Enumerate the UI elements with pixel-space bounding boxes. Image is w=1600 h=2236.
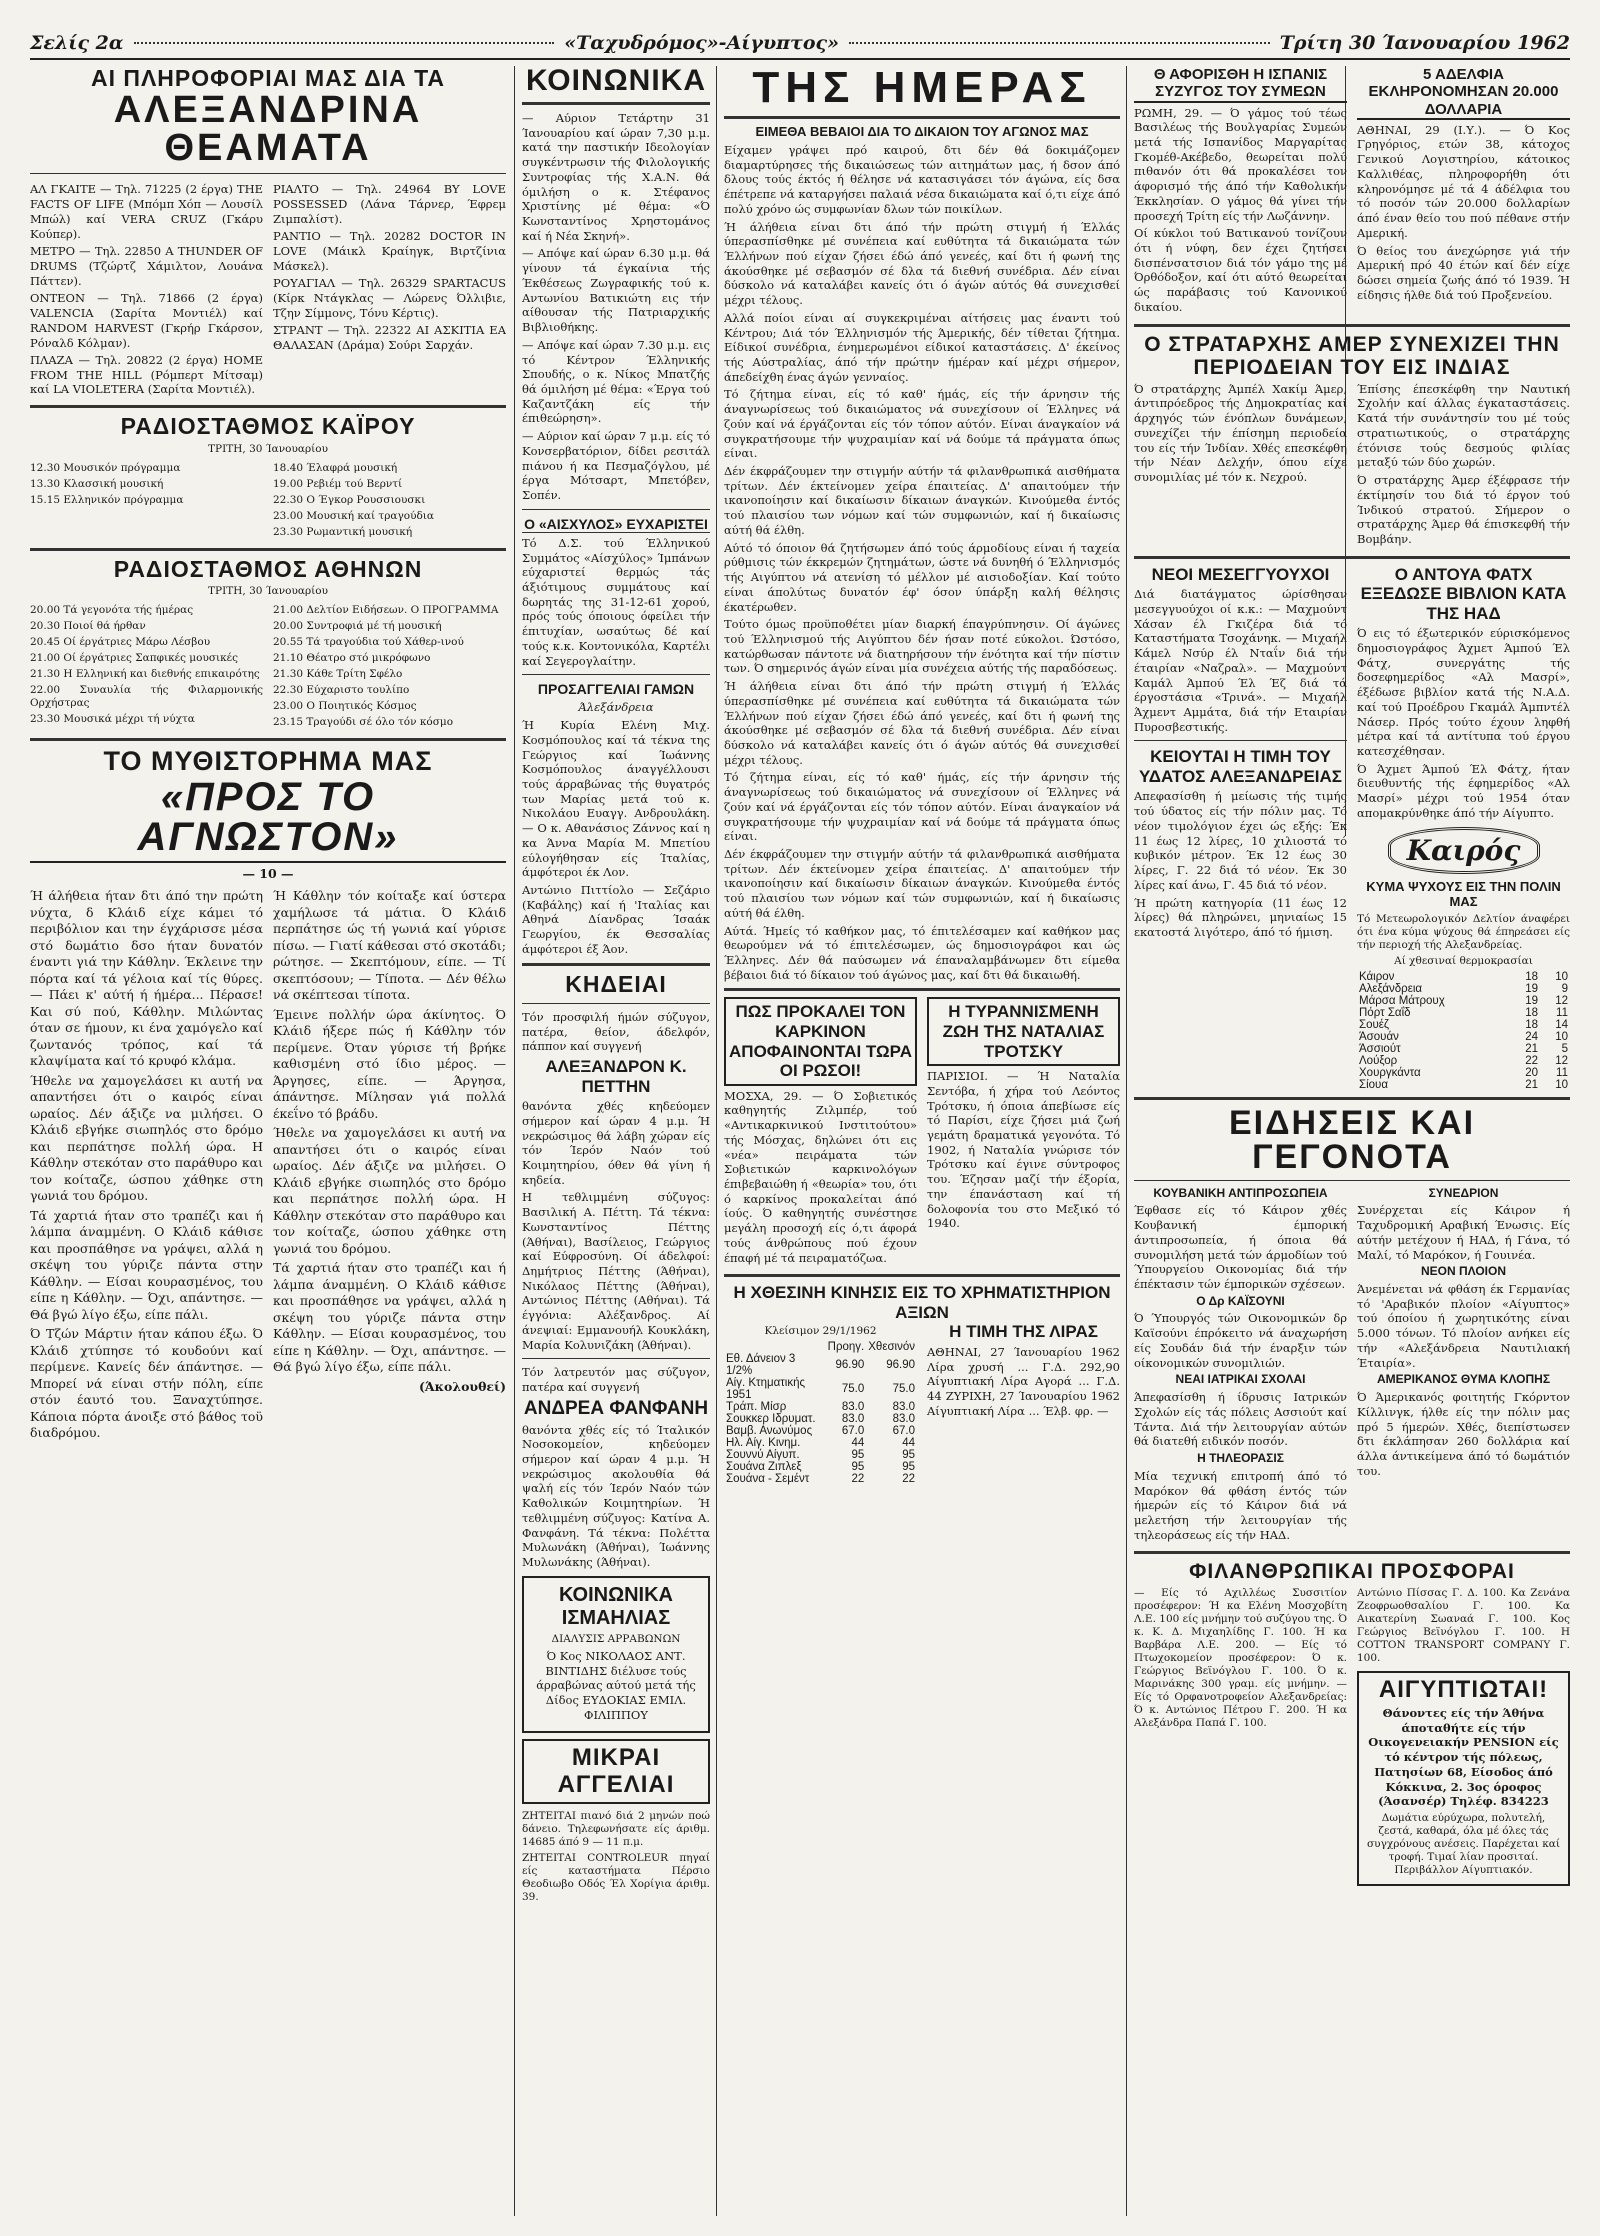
ismailia-sub: ΔΙΑΛΥΣΙΣ ΑΡΡΑΒΩΝΩΝ <box>551 1632 681 1645</box>
radio-slot: 23.15 Τραγούδι σέ όλο τόν κόσμο <box>273 716 454 729</box>
pound-text: ΑΘΗΝΑΙ, 27 Ίανουαρίου 1962 Λίρα χρυσή ... Γ.Δ. 292,90 Αίγυπτιακή Λίρα Αγορά ... Γ.Δ. 44 ΖΥΡΙΧΗ, 27 Ίανουαρίου 1962 Αίγυπτιακή Λίρα ... Έλβ. φρ. — <box>927 1344 1120 1418</box>
weather-row <box>1357 1007 1570 1019</box>
column-1 <box>30 66 506 2218</box>
small-ad: ΖΗΤΕΙΤΑΙ πιανό διά 2 μηνών ποώ δάνειο. Τηλεφωνήσατε είς άριθμ. 14685 άπό 9 — 11 π.μ. <box>522 1810 710 1849</box>
city: Λούξορ <box>1359 1054 1398 1067</box>
divider <box>522 674 710 675</box>
novel-paragraph: Ή άλήθεια ήταν δτι άπό την πρώτη νύχτα, δ Κλάιδ είχε κάμει τό περιβόλιον και την έγχάρισσε μέσα στό δωμάτιο δσο ήταν δυνατόν έναντι γιά την Κάθλην. Έκλεινε την πόρτα καί τά γέλοια καί τίς θύρες. — Πάει κ' αύτή ή ήμέρα... Πέρασε! Και σύ πού, Κάθλην. Μιλώντας όταν σε ήμουν, κι ένα χαμόγελο καί ζωντανός τρόπος, καί τά κλαψίματα καί τό κρυφό κλάμα. <box>30 888 263 1069</box>
small-ads-box <box>522 1739 710 1804</box>
news-item-text: Έφθασε είς τό Κάιρον χθές Κουβανική έμπορική άντιπροσωπεία, ή όποια θά συνομιλήση μετά τών άρμοδίων τού Ύπουργείου Οικονομίας διά τήν έπέκτασιν τών έμπορικών σχέσεων. <box>1134 1203 1347 1291</box>
funeral-name: ΑΛΕΞΑΝΔΡΟΝ Κ. ΠΕΤΤΗΝ <box>545 1057 687 1096</box>
temp-min: 12 <box>1555 1054 1568 1067</box>
temp-min: 14 <box>1555 1018 1568 1031</box>
social-item: — Απόψε καί ώραν 6.30 μ.μ. θά γίνουν τά έγκαίνια τής Έκθέσεως Ζωγραφικής τού κ. Αντωνίου Βατικιώτη εις τήν αίθουσαν τής Πατριαρχικής Βιβλιοθήκης. <box>522 246 710 335</box>
trotsky-heading: Η ΤΥΡΑΝΝΙΣΜΕΝΗ ΖΩΗ ΤΗΣ ΝΑΤΑΛΙΑΣ ΤΡΟΤΣΚΥ <box>927 997 1120 1066</box>
stock-name: Αίγ. Κτηματικής 1951 <box>726 1377 806 1402</box>
stock-close: 22 <box>902 1473 915 1486</box>
novel-paragraph: Τά χαρτιά ήταν στο τραπέζι και ή λάμπα άναμμένη. Ο Κλάιδ κάθισε και προσπάθησε να γράψει, αλλά η σκέψη του γύριζε πάντα στην Κάθλην. — Είσαι κουρασμένος, του είπε η Κάθλην. — Όχι, απάντησε. — Θά βγώ λίγο έξω, είπε πάλι. <box>30 1207 263 1322</box>
news-items <box>1134 1187 1570 1546</box>
news-heading: ΕΙΔΗΣΕΙΣ ΚΑΙ ΓΕΓΟΝΟΤΑ <box>1228 1103 1476 1176</box>
novel-paragraph: Ήθελε να χαμογελάσει κι αυτή να απαντήσει ότι ο καιρός είναι ωραίος. Δέν άξιζε να μιλήσει. Ο Κλάιδ εβγήκε σιωπηλός στο δρόμο και περπάτησε πολλή ώρα. Η Κάθλην στεκόταν στο παράθυρο και τον κοίταζε, ώσπου χάθηκε στη γωνιά του δρόμου. <box>273 1125 506 1256</box>
social-item: — Αύριον Τετάρτην 31 Ίανουαρίου καί ώραν 7,30 μ.μ. κατά την παστικήν Ιδεολογίαν συγκέντρωσιν τής Φιλολογικής Συντροφίας τής Χ.Α.Ν. θά όμιλήση ο κ. Στέφανος Χριστίνης μέ θέμα: «Ό Κωνσταντίνος Χρηστομάνος καί ή Νέα Σκηνή». <box>522 111 710 243</box>
news-item-heading: Η ΤΗΛΕΟΡΑΣΙΣ <box>1197 1451 1284 1466</box>
engagement-text: Αντώνιο Πιττίολο — Σεζάριο (Καβάλης) καί ή 'Ιταλίας και Αθηνά Δίανδρας Ίσαάκ Γεωργίου, έκ Θεσσαλίας άμφότεροι έξ Άον. <box>522 882 710 956</box>
stock-date: Κλείσιμον 29/1/1962 <box>764 1325 877 1338</box>
divider <box>724 116 1120 119</box>
news-item-text: Ό Άμερικανός φοιτητής Γκόρντον Κίλλινγκ, ήλθε είς την πόλιν μας πρό 5 ήμερών. Χθές, διεπίστωσεν δτι έκλάπησαν 260 δολλάρια καί άλλα άντικείμενα άπό τό δωμάτιόν του. <box>1357 1390 1570 1478</box>
radio-slot: 21.30 Κάθε Τρίτη Σφέλο <box>273 668 403 681</box>
news-item-heading: Ο Δρ ΚΑΪΣΟΥΝΙ <box>1196 1293 1285 1308</box>
stock-name: Τράπ. Μίσρ <box>726 1401 787 1414</box>
city: Σίουα <box>1359 1078 1388 1091</box>
radio-cairo-heading: ΡΑΔΙΟΣΤΑΘΜΟΣ ΚΑΪΡΟΥ <box>120 413 416 440</box>
radio-slot: 12.30 Μουσικόν πρόγραμμα <box>30 461 181 474</box>
page-number: Σελίς 2α <box>30 32 124 54</box>
novel-body <box>30 885 506 1445</box>
radio-athens-heading: ΡΑΔΙΟΣΤΑΘΜΟΣ ΑΘΗΝΩΝ <box>113 555 423 582</box>
trotsky-text: ΠΑΡΙΣΙΟΙ. — Ή Ναταλία Σεντόβα, ή χήρα τού Λεόντος Τρότσκυ, ή όποια άπεβίωσε είς τό Παρίσι, είχε ζήσει μιά ζωή γεμάτη δραματικά γεγονότα. Τό 1902, ή Ναταλία γνώρισε τόν Τρότσκυ καί έγινε σύντροφος του. Έζησαν μαζί τήν έξορία, την έπανάσταση καί τή δολοφονία του στο Μεξικό τό 1940. <box>927 1069 1120 1231</box>
water-text: Ή πρώτη κατηγορία (11 έως 12 λίρες) θά πληρώνει, μηνιαίως 15 εκατοστά λιγότερο, άπό τό ήμιση. <box>1134 895 1347 939</box>
stock-prev: 75.0 <box>841 1383 865 1396</box>
radio-slot: 21.00 Οί έργάτριες Σαπφικές μουσικές <box>30 652 238 665</box>
news-item-heading: ΝΕΑΙ ΙΑΤΡΙΚΑΙ ΣΧΟΛΑΙ <box>1175 1372 1306 1387</box>
radio-cairo-date: ΤΡΙΤΗ, 30 Ίανουαρίου <box>208 442 328 455</box>
masthead-rule <box>134 42 555 44</box>
stock-name: Ηλ. Αίγ. Κινημ. <box>726 1437 801 1450</box>
aischylos-text: Τό Δ.Σ. τού Έλληνικού Συμμάτος «Αίσχύλος» Ίμπάνων εύχαριστεί θερμώς τάς άξιότιμους συμμάτους καί δωρητάς της 31-12-61 χορού, πρός τούς όποιους όφείλει τήν έπιτυχίαν, ωσαύτως δέ καί τούς κ.κ. Κοντονικόλα, Καρτέλι καί Σεγερογλαίτην. <box>522 535 710 668</box>
sequestrators-heading: ΝΕΟΙ ΜΕΣΕΓΓΥΟΥΧΟΙ <box>1151 564 1330 584</box>
editorial-paragraph: Δέν έκφράζουμεν την στιγμήν αύτήν τά φιλανθρωπικά αισθήματα τρίτων. Δέν έκτείνομεν χείρα έπαιτείας. Δ' απαιτούμεν τήν ικανοποίησιν καί δικαίωσιν δίκαιων άναγκών. Κινούμεθα έντός τού πλαισίου των νόμων καί τών συμφωνιών, καί ή δικαίωσις αύτή θά έλθη. <box>724 847 1120 920</box>
radio-slot: 20.00 Τά γεγονότα τής ήμέρας <box>30 604 194 617</box>
news-item-text: Άνεμένεται νά φθάση έκ Γερμανίας τό 'Αραβικόν πλοίον «Αίγυπτος» τού όποίου ή χωρητικότης είναι 5.000 τόνων. Τό πλοίον ανήκει είς τήν «Αλεξάνδρεια Ναυτιλιακή Έταιρία». <box>1357 1282 1570 1370</box>
temp-max: 19 <box>1525 994 1538 1007</box>
cancer-text: ΜΟΣΧΑ, 29. — Ό Σοβιετικός καθηγητής Ζιλμπέρ, τού «Αντικαρκινικού Ινστιτούτου» τής Μόσχας, δηλώνει ότι εις «νέα» πειράματα τών Σοβιετικών καρκινολόγων έπιβεβαιώθη ή «θεωρία» του, ότι ό καρκίνος προκαλείται άπό ίούς. Ό καθηγητής συνέστησε μεγάλη προσοχή είς ό,τι άφορά τούς άνθρώπους πού έχουν έπαφή μέ τά πειραματόζωα. <box>724 1088 917 1265</box>
divider <box>30 738 506 741</box>
pension-ad <box>1357 1671 1570 1887</box>
editorial-paragraph: Ή άλήθεια είναι δτι άπό τήν πρώτη στιγμή ή Έλλάς ύπερασπίσθηκε μέ συνέπεια καί ευθύτητα τά δικαιώματα τών Έλλήνων πού είχαν ζήσει έδώ άπό γενεές, καί δτι ή φωνή της άκούσθηκε μέ σεβασμόν σέ δλα τά διεθνή συνέδρια. Δέν είναι δύσκολο νά καταλάβει κανείς ότι ό άγών αύτός θά συνεχισθεί μέχρι τέλους. <box>724 679 1120 767</box>
editorial-subheading: ΕΙΜΕΘΑ ΒΕΒΑΙΟΙ ΔΙΑ ΤΟ ΔΙΚΑΙΟΝ ΤΟΥ ΑΓΩΝΟΣ ΜΑΣ <box>755 124 1089 139</box>
social-item: — Απόψε καί ώραν 7.30 μ.μ. εις τό Κέντρον Έλληνικής Σπουδής, ο κ. Νίκος Μπατζής θά όμιλήση μέ θέμα: «Έργα τού Καζαντζάκη είς τήν έπιθεώρηση». <box>522 337 710 426</box>
temp-min: 10 <box>1555 1030 1568 1043</box>
charity-text: — Είς τό Αχιλλέως Συσσιτίον προσέφερον: Ή κα Ελένη Μοσχοβίτη Λ.Ε. 100 είς μνήμην τού συζύγου της. Ό κ. Κ. Δ. Μιχαηλίδης Γ. 100. Ή κα Βαρβάρα Λ.Ε. 200. — Είς τό Πτωχοκομείον προσέφερον: Ό κ. Γεώργιος Βεϊνόγλου Γ. 100. Ό κ. Μαρινάκης 300 γραμ. είς μνήμην. — Είς τό Ορφανοτροφείον Αλεξανδρείας: Ό κ. Αντώνιος Πέτρου Γ. 200. Ή κα Αλεξάνδρα Παπά Γ. 100. <box>1134 1586 1347 1729</box>
temp-max: 18 <box>1525 1018 1538 1031</box>
divider <box>522 509 710 510</box>
weather-text: Τό Μετεωρολογικόν Δελτίον άναφέρει ότι ένα κύμα ψύχους θά έπηρεάσει είς τήν περιοχή τής Αλεξανδρείας. <box>1357 912 1570 951</box>
stock-prev: 83.0 <box>841 1413 865 1426</box>
inheritance-text: ΑΘΗΝΑΙ, 29 (Ι.Υ.). — Ό Κος Γρηγόριος, ετών 38, κάτοχος Γενικού Λογιστηρίου, κάτοικος Καλλιθέας, πληροφορήθη ότι κληρονόμησε μέ τά 4 άδέλφια του τό ποσόν τών 20.000 δολλαρίων άπό έναν θείο του πού πέθανε στήν Αμερική. <box>1357 122 1570 240</box>
temp-min: 11 <box>1556 1066 1568 1079</box>
cinema-listing: ΑΛ ΓΚΑΙΤΕ — Τηλ. 71225 (2 έργα) THE FACTS OF LIFE (Μπόμπ Χόπ — Λουσίλ Μπώλ) καί VERA CRUZ (Γκάρυ Κούπερ). <box>30 182 263 242</box>
weather-row <box>1357 1055 1570 1067</box>
divider <box>1134 324 1570 327</box>
divider <box>522 963 710 966</box>
middle-briefs <box>1134 565 1570 1091</box>
divider <box>1134 556 1570 559</box>
city: Πόρτ Σαΐδ <box>1359 1006 1411 1019</box>
temp-min: 10 <box>1555 970 1568 983</box>
radio-slot: 20.45 Οί έργάτριες Μάρω Λέσβου <box>30 636 211 649</box>
news-item-heading: ΑΜΕΡΙΚΑΝΟΣ ΘΥΜΑ ΚΛΟΠΗΣ <box>1376 1372 1551 1387</box>
stock-close: 83.0 <box>892 1413 915 1426</box>
radio-slot: 23.30 Ρωμαντική μουσική <box>273 525 413 538</box>
novel-paragraph: Ή Κάθλην τόν κοίταξε καί ύστερα χαμήλωσε τά μάτια. Ό Κλάιδ περπάτησε ώς τή γωνιά καί γύρισε πίσω. — Γιατί κάθεσαι στό σκοτάδι; ρώτησε. — Σκεπτόμουν, είπε. — Τί σκεπτόσουν; — Τίποτα. — Δέν θέλω νά σκέπτεσαι τίποτα. <box>273 888 506 1003</box>
news-item-heading: ΣΥΝΕΔΡΙΟΝ <box>1428 1185 1499 1200</box>
novel-chapter: — 10 — <box>242 865 294 881</box>
editorial-paragraph: Ή άλήθεια είναι δτι άπό τήν πρώτη στιγμή ή Έλλάς ύπερασπίσθηκε μέ συνέπεια καί ευθύτητα τά δικαιώματα τών Έλλήνων πού είχαν ζήσει έδώ άπό γενεές, καί δτι ή φωνή της άκούσθηκε μέ σεβασμόν σέ δλα τά διεθνή συνέδρια. Δέν είναι δύσκολο νά καταλάβει κανείς ότι ό άγών αύτός θά συνεχισθεί μέχρι τέλους. <box>724 219 1120 308</box>
stock-prev: 95 <box>851 1449 865 1462</box>
cinema-heading-top: ΑΙ ΠΛΗΡΟΦΟΡΙΑΙ ΜΑΣ ΔΙΑ ΤΑ <box>90 66 446 91</box>
india-article <box>1134 379 1570 550</box>
simeon-heading: Θ ΑΦΟΡΙΣΘΗ Η ΙΣΠΑΝΙΣ ΣΥΖΥΓΟΣ ΤΟΥ ΣΥΜΕΩΝ <box>1134 66 1347 103</box>
pound-heading: Η ΤΙΜΗ ΤΗΣ ΛΙΡΑΣ <box>949 1322 1098 1342</box>
column-3 <box>724 66 1120 2218</box>
news-item-text: Μία τεχνική επιτροπή άπό τό Μαρόκον θά φθάση έντός τών ήμερών είς τό Κάιρον διά νά μελετήση τήν λειτουργίαν τής τηλεοράσεως είς τήν ΗΑΔ. <box>1134 1468 1347 1542</box>
temp-min: 10 <box>1555 1078 1568 1091</box>
temp-max: 22 <box>1525 1054 1538 1067</box>
city: Άσσιούτ <box>1359 1042 1401 1055</box>
radio-slot: 23.00 Ο Ποιητικός Κόσμος <box>273 700 417 713</box>
temp-min: 12 <box>1555 994 1568 1007</box>
city: Αλεξάνδρεια <box>1359 982 1423 995</box>
stock-and-pound <box>724 1322 1120 1485</box>
stock-heading: Η ΧΘΕΣΙΝΗ ΚΙΝΗΣΙΣ ΕΙΣ ΤΟ ΧΡΗΜΑΤΙΣΤΗΡΙΟΝ ΑΞΙΩΝ <box>733 1283 1111 1322</box>
stock-row <box>724 1425 917 1437</box>
small-ad: ΖΗΤΕΙΤΑΙ CONTROLEUR πηγαί είς καταστήματα Πέρσιο Θεοδιωβο Οδός Έλ Χορίγια άριθμ. 39. <box>522 1852 710 1904</box>
weather-row <box>1357 1079 1570 1091</box>
radio-slot: 21.10 Θέατρο στό μικρόφωνο <box>273 652 431 665</box>
weather-row <box>1357 1019 1570 1031</box>
water-heading: ΚΕΙΟΥΤΑΙ Η ΤΙΜΗ ΤΟΥ ΥΔΑΤΟΣ ΑΛΕΞΑΝΔΡΕΙΑΣ <box>1138 747 1343 786</box>
stock-close: 75.0 <box>892 1383 915 1396</box>
temp-max: 18 <box>1525 970 1538 983</box>
divider <box>522 1003 710 1004</box>
editorial-paragraph: Τό ζήτημα είναι, είς τό καθ' ήμάς, είς τήν άρνησιν τής άναγνωρίσεως τού δικαιώματος νά συνεχίσουν οί Έλληνες νά ζούν καί νά έργάζονται είς τόν τόπον αύτόν. Είναι άναγκαίον νά συγκρατήσουμε τήν ψυχραιμίαν καί νά δούμε τά πράγματα όπως είναι. <box>724 387 1120 461</box>
top-briefs <box>1134 66 1570 318</box>
stock-close: 83.0 <box>892 1401 915 1414</box>
stock-name: Σουάνα - Σεμέντ <box>726 1473 810 1486</box>
stock-row <box>724 1461 917 1473</box>
funeral-name: ΑΝΔΡΕΑ ΦΑΝΦΑΝΗ <box>523 1397 709 1419</box>
editorial-paragraph: Τό ζήτημα είναι, είς τό καθ' ήμάς, είς τήν άρνησιν τής άναγνωρίσεως τού δικαιώματος νά συνεχίσουν οί Έλληνες νά ζούν καί νά έργάζονται είς τόν τόπον αύτόν. Είναι άναγκαίον νά συγκρατήσουμε τήν ψυχραιμίαν καί νά δούμε τά πράγματα όπως είναι. <box>724 770 1120 844</box>
temp-min: 11 <box>1556 1006 1568 1019</box>
divider <box>522 102 710 105</box>
bottom-articles <box>724 997 1120 1268</box>
issue-date: Τρίτη 30 Ίανουαρίου 1962 <box>1279 32 1570 54</box>
editorial-paragraph: Είχαμεν γράψει πρό καιρού, δτι δέν θά δοκιμάζομεν διαμαρτύρησες τής δικαιώσεως τών αιτημάτων μας, ή δσον άπό δλους τούς έκτός ή θέλησε νά κατασιγάσει τόν άγώνα, είς δσα έπέτρεπε νά καταργήσει παλαιά νέσα δικαιώματα καί ό,τι είχε άπό πολύ χρόνο ώς συμφωνίαν δλων τών ποικίλων. <box>724 142 1120 216</box>
stock-close: 67.0 <box>892 1425 915 1438</box>
social-heading: ΚΟΙΝΩΝΙΚΑ <box>525 66 706 97</box>
divider <box>724 988 1120 991</box>
radio-slot: 18.40 Έλαφρά μουσική <box>273 461 398 474</box>
masthead-rule <box>849 42 1270 44</box>
funeral-text: θανόντα χθές κηδεύομεν σήμερον καί ώραν 4 μ.μ. Ή νεκρώσιμος θά λάβη χώραν είς τόν Ίερόν Ναόν τού Κοιμητηρίου, όθεν θά γίνη ή κηδεία. <box>522 1099 710 1187</box>
india-text: Ό στρατάρχης Άμερ έξέφρασε τήν έκτίμησίν του διά τό έργον τού Ίνδικού στρατού. Σήμερον ο στρατάρχης Άμερ θά έπισκεφθή τήν Βομβάην. <box>1357 473 1570 546</box>
city: Μάρσα Μάτρουχ <box>1359 994 1445 1007</box>
divider <box>1134 740 1347 741</box>
stock-prev: 22 <box>851 1473 865 1486</box>
novel-section-heading: ΤΟ ΜΥΘΙΣΤΟΡΗΜΑ ΜΑΣ <box>103 746 433 777</box>
city: Άσουάν <box>1359 1030 1399 1043</box>
temp-min: 5 <box>1561 1042 1568 1055</box>
engagement-city: Άλεξάνδρεια <box>578 700 654 715</box>
inheritance-text: Ό θείος του άνεχώρησε γιά τήν Αμερική πρό 40 έτών καί δέν είχε δώσει σημεία ζωής άπό τό 1939. Ή είδησις ήλθε διά τού Προξενείου. <box>1357 243 1570 302</box>
editorial-paragraph: Τούτο όμως προϋποθέτει μίαν διαρκή έπαγρύπνησιν. Οί άγώνες τού Έλληνισμού τής Αιγύπτου δέν ήσαν ποτέ εύκολοι. Ώστόσο, κατώρθωσαν πάντοτε νά διατηρήσουν τήν ένότητα καί τήν πίστιν των. Ό σημερινός άγών είναι μία συνέχεια αύτής τής παραδόσεως. <box>724 617 1120 676</box>
cinema-listing: ΡΙΑΛΤΟ — Τηλ. 24964 BY LOVE POSSESSED (Λάνα Τάρνερ, Έφρεμ Ζιμπαλίστ). <box>273 182 506 227</box>
temp-max: 21 <box>1525 1042 1538 1055</box>
stock-prev: 44 <box>851 1437 865 1450</box>
city: Χουργκάντα <box>1359 1066 1421 1079</box>
social-item: — Αύριον καί ώραν 7 μ.μ. είς τό Κονσερβατόριον, δίδει ρεσιτάλ πιάνου ή κα Πεσμαζόγλου, μέ έργα Μότσαρτ, Μπετόβεν, Σοπέν. <box>522 429 710 502</box>
stock-row <box>724 1353 917 1377</box>
radio-slot: 22.30 Εύχαριστο τουλίπο <box>273 684 410 697</box>
cinema-listing: ΠΛΑΖΑ — Τηλ. 20822 (2 έργα) HOME FROM THE HILL (Ρόμπερτ Μίτσαμ) καί LA VIOLETERA (Σαρίτα Μοντιέλ). <box>30 352 263 397</box>
weather-logo: Καιρός <box>1388 827 1540 874</box>
engagement-text: Ή Κυρία Ελένη Μιχ. Κοσμόπουλος καί τά τέκνα της Γεώργιος καί Ίωάννης Κοσμόπουλος άναγγέλλουσι τούς άρραβώνας τής θυγατρός των Μαρίας μετά τού κ. Νικολάου Ευαγγ. Ανδρουλάκη. — Ο κ. Αθανάσιος Ζάννος καί η κα Άννα Μαρία Μ. Μπετίου εύλογήθησαν είς Ίταλίας, άμφότεροι έκ Λον. <box>522 718 710 880</box>
weather-table <box>1357 971 1570 1091</box>
masthead <box>30 28 1570 60</box>
temp-max: 20 <box>1525 1066 1538 1079</box>
india-heading: Ο ΣΤΡΑΤΑΡΧΗΣ ΑΜΕΡ ΣΥΝΕΧΙΖΕΙ ΤΗΝ ΠΕΡΙΟΔΕΙΑΝ ΤΟΥ ΕΙΣ ΙΝΔΙΑΣ <box>1144 332 1560 379</box>
temp-min: 9 <box>1561 982 1568 995</box>
charity-text: Αντώνιο Πίσσας Γ. Δ. 100. Κα Ζενάνα Ζεοφρωοθσαλίου Γ. 100. Κα Αικατερίνη Σωαναά Γ. 100. Κος Γεώργιος Βεϊνόγλου Γ. 100. Η COTTON TRANSPORT COMPANY Γ. 100. <box>1357 1586 1570 1664</box>
novel-paragraph: Έμεινε πολλήν ώρα άκίνητος. Ό Κλάιδ ήξερε πώς ή Κάθλην τόν περίμενε. Όταν γύρισε τή βρήκε καθισμένη στό ίδιο μέρος. — Άργησες, είπε. — Άργησα, άπάντησε. Μίλησαν γιά πολλά έκεΐνο τό βράδυ. <box>273 1006 506 1121</box>
stock-col-header: Προηγ. <box>827 1341 865 1354</box>
radio-slot: 22.00 Συναυλία τής Φιλαρμονικής Ορχήστρας <box>30 684 263 710</box>
stock-name: Σουννύ Αίγυπ. <box>726 1449 800 1462</box>
stock-row <box>724 1377 917 1401</box>
divider <box>724 1274 1120 1277</box>
simeon-text: Οί κύκλοι τού Βατικανού τονίζουν ότι ή νύφη, δεν έχει ζητήσει δισπένσατσιον διά τόν γάμο της μέ Όρθόδοξον, καί ότι αύτό θεωρείται ώς παράβασις τού Κανονικού δικαίου. <box>1134 226 1347 314</box>
cinema-heading: ΑΛΕΞΑΝΔΡΙΝΑ ΘΕΑΜΑΤΑ <box>113 89 423 170</box>
cinema-listing: ΡΑΝΤΙΟ — Τηλ. 20282 DOCTOR IN LOVE (Μάικλ Κραίηγκ, Βιρτζίνια Μάσκελ). <box>273 229 506 273</box>
cinema-listing: ΡΟΥΑΓΙΑΛ — Τηλ. 26329 SPARTACUS (Κίρκ Ντάγκλας — Λώρενς Όλλιβιε, Τζην Σίμμονς, Τόνυ Κέρτις). <box>273 275 506 320</box>
divider <box>30 405 506 408</box>
cinema-listings <box>30 180 506 399</box>
stock-prev: 67.0 <box>841 1425 865 1438</box>
funeral-family: Η τεθλιμμένη σύζυγος: Βασιλική Α. Πέττη. Τά τέκνα: Κωνσταντίνος Πέττης (Άθήναι), Βασίλειος, Γεώργιος καί Εύφροσύνη. Οί άδελφοί: Δημήτριος Πέττης (Άθήναι), Νικόλαος Πέττης (Άθήναι), Αντώνιος Πέττης (Αθήναι). Τά έγγόνια: Αλέξανδρος. Αί άνεψιαί: Εμμανουήλ Κουκλάκη, Μαρία Κολυνιζάκη (Άθήναι). <box>522 1190 710 1352</box>
weather-row <box>1357 1043 1570 1055</box>
city: Σουέζ <box>1359 1018 1389 1031</box>
pension-ad-text: Δωμάτια εύρύχωρα, πολυτελή, ζεστά, καθαρά, όλα μέ όλες τάς συγχρόνους ανέσεις. Παρέχεται καί τροφή. Τιμαί λίαν προσιταί. Περιβάλλον Αίγυπτιακόν. <box>1367 1812 1560 1877</box>
novel-title: «ΠΡΟΣ ΤΟ ΑΓΝΩΣΤΟΝ» <box>30 777 506 863</box>
radio-slot: 23.30 Μουσικά μέχρι τή νύχτα <box>30 713 195 726</box>
inheritance-heading: 5 ΑΔΕΛΦΙΑ ΕΚΛΗΡΟΝΟΜΗΣΑΝ 20.000 ΔΟΛΛΑΡΙΑ <box>1357 66 1570 120</box>
column-4 <box>1134 66 1570 2218</box>
stock-row <box>724 1437 917 1449</box>
engagement-heading: ΠΡΟΣΑΓΓΕΛΙΑΙ ΓΑΜΩΝ <box>537 681 695 698</box>
book-text: Ό Άχμετ Άμπού Έλ Φάτχ, ήταν διευθυντής τής έφημερίδος «Αλ Μασρί» μέχρι τού 1954 όταν απομακρύνθηκε άπό τήν Αίγυπτο. <box>1357 761 1570 820</box>
funeral-intro: Τόν προσφιλή ήμών σύζυγον, πατέρα, θείον, άδελφόν, πάππον καί συγγενή <box>522 1009 710 1054</box>
funeral-intro: Τόν λατρευτόν μας σύζυγον, πατέρα καί συγγενή <box>522 1365 710 1395</box>
sequestrators-text: Διά διατάγματος ώρίσθησαν μεσεγγυούχοι οί κ.κ.: — Μαχμούντ Χάσαν έλ Γκιζέρα διά τό Καταστήματα Τσοχάνηκ. — Μιχαήλ Κάμελ Νσύρ έλ Νταΐν διά τήν έταιρίαν «Ναζραλ». — Μαχμούντ Καμάλ Άμπού Έλ Έζ διά τά έργοστάσια «Τρινά». — Μιχαήλ Άχμεντ Αμμάτα, διά τήν Εταιρίαν Πυροσβεστικής. <box>1134 587 1347 734</box>
stock-name: Βαμβ. Ανωνύμος <box>726 1425 813 1438</box>
radio-slot: 19.00 Ρεβιέμ τού Βερντί <box>273 477 403 490</box>
book-heading: Ο ΑΝΤΟΥΑ ΦΑΤΧ ΕΞΕΔΩΣΕ ΒΙΒΛΙΟΝ ΚΑΤΑ ΤΗΣ ΗΑΔ <box>1360 564 1567 623</box>
news-item-heading: ΚΟΥΒΑΝΙΚΗ ΑΝΤΙΠΡΟΣΩΠΕΙΑ <box>1153 1185 1328 1200</box>
cinema-listing: ΣΤΡΑΝΤ — Τηλ. 22322 ΑΙ ΑΣΚΙΤΙΑ ΕΑ ΘΑΛΑΣΑΝ (Δράμα) Σούρι Σαρχάν. <box>273 322 506 352</box>
funeral-text: θανόντα χθές είς τό Ίταλικόν Νοσοκομείον, κηδεύομεν σήμερον καί ώραν 4 μ.μ. Ή νεκρώσιμος ακολουθία θά ψαλή είς τόν Ίερόν Ναόν τών Καθολικών Κοιμητηρίων. Ή τεθλιμμένη σύζυγος: Κατίνα Α. Φανφάνη. Τά τέκνα: Πολέττα Μυλωνάκη (Άθήναι), Ίωάννης Μυλωνάκης (Άθήναι). <box>522 1422 710 1570</box>
book-text: Ό εις τό έξωτερικόν εύρισκόμενος δημοσιογράφος Άχμετ Άμπού Έλ Φάτχ, συνεργάτης τής δοσεφημερίδος «Αλ Μασρί», έξέδωσε βιβλίον κατά τής Ν.Α.Δ. καί τού Προέδρου Γκαμάλ Άμπντέλ Νάσερ. Πρός τούτο έχουν ληφθή μέτρα καί τά αντίτυπα τού έργου κατεσχέθησαν. <box>1357 626 1570 759</box>
cinema-listing: ΜΕΤΡΟ — Τηλ. 22850 A THUNDER OF DRUMS (Τζώρτζ Χάμιλτον, Λουάνα Πάττεν). <box>30 244 263 288</box>
novel-paragraph: Τά χαρτιά ήταν στο τραπέζι και ή λάμπα άναμμένη. Ο Κλάιδ κάθισε και προσπάθησε να γράψει, αλλά η σκέψη του γύριζε πάντα στην Κάθλην. — Είσαι κουρασμένος, του είπε η Κάθλην. — Όχι, απάντησε. — Θά βγώ λίγο έξω, είπε πάλι. <box>273 1260 506 1375</box>
editorial-paragraph: Αύτό τό όποιον θά ζητήσωμεν άπό τούς άρμοδίους είναι ή ταχεία ρύθμισις τών έκκρεμών ζητημάτων, ώστε νά δυνηθή ό Έλληνισμός τής Αιγύπτου νά ατενίση τό μέλλον μέ αισιοδοξίαν. Καί τούτο είναι άπολύτως δυνατόν έφ' όσον ύπάρξη καλή θέλησις έκατέρωθεν. <box>724 540 1120 614</box>
editorial-paragraph: Αλλά ποίοι είναι αί συγκεκριμέναι αίτήσεις μας έναντι τού Κέντρου; Διά τόν Έλληνισμόν τής Άμερικής, δέν τίθεται ζήτημα. Είδικοί συνέδρια, ένημερωμένοι είδικοί καταστάσεις. Δ' έκείνος τής Αύστραλίας, άπό τήν πρώτην ήμέραν καί μέχρι σήμερον, άπεδείχθη ένας άγών γενναίος. <box>724 310 1120 384</box>
news-item-text: Ό Ύπουργός τών Οικονομικών δρ Καϊσούνι έπρόκειτο νά άναχωρήση είς Σουδάν διά τήν έναρξιν τών οίκονομικών συνομιλιών. <box>1134 1311 1347 1370</box>
radio-athens-date: ΤΡΙΤΗ, 30 Ίανουαρίου <box>208 585 328 598</box>
radio-slot: 20.30 Ποιοί θά ήρθαν <box>30 620 146 633</box>
column-rule <box>716 66 717 2216</box>
weather-row <box>1357 995 1570 1007</box>
cancer-heading: ΠΩΣ ΠΡΟΚΑΛΕΙ ΤΟΝ ΚΑΡΚΙΝΟΝ ΑΠΟΦΑΙΝΟΝΤΑΙ ΤΩΡΑ ΟΙ ΡΩΣΟΙ! <box>724 997 917 1085</box>
stock-name: Σουκκερ Ιδρυματ. <box>726 1413 816 1426</box>
radio-athens-schedule <box>30 601 506 732</box>
paper-name: «Ταχυδρόμος»-Αίγυπτος» <box>564 32 839 54</box>
radio-slot: 21.00 Δελτίον Ειδήσεων. Ο ΠΡΟΓΡΑΜΜΑ <box>273 604 499 617</box>
temp-max: 18 <box>1525 1006 1538 1019</box>
city: Κάιρον <box>1359 970 1395 983</box>
radio-slot: 22.30 Ο Έγκορ Ρουσσιουσκι <box>273 493 426 506</box>
divider <box>1134 1551 1570 1554</box>
stock-prev: 96.90 <box>835 1359 865 1372</box>
aischylos-heading: Ο «ΑΙΣΧΥΛΟΣ» ΕΥΧΑΡΙΣΤΕΙ <box>522 516 710 533</box>
weather-row <box>1357 983 1570 995</box>
radio-slot: 13.30 Κλασσική μουσική <box>30 477 164 490</box>
pension-ad-heading: ΑΙΓΥΠΤΙΩΤΑΙ! <box>1378 1675 1549 1703</box>
temp-max: 21 <box>1525 1078 1538 1091</box>
ismailia-text: Ό Κος ΝΙΚΟΛΑΟΣ ΑΝΤ. ΒΙΝΤΙΔΗΣ διέλυσε τούς άρραβώνας αύτού μετά τής Δίδος ΕΥΔΟΚΙΑΣ ΕΜΙΛ. ΦΙΛΙΠΠΟΥ <box>536 1648 696 1722</box>
divider <box>30 548 506 551</box>
stock-prev: 83.0 <box>841 1401 865 1414</box>
divider <box>1134 1180 1570 1181</box>
divider <box>30 173 506 174</box>
funerals-heading: ΚΗΔΕΙΑΙ <box>565 970 667 997</box>
pension-ad-text: Θάνοντες είς τήν Άθήνα άποταθήτε είς τήν Οικογενειακήν PENSION είς τό κέντρον τής πόλεως, Πατησίων 68, Είσοδος άπό Κόκκινα, 2. 3ος όροφος (Άσανσέρ) Τηλέφ. 834223 <box>1368 1706 1559 1809</box>
weather-row <box>1357 1067 1570 1079</box>
ismailia-box <box>522 1576 710 1734</box>
stock-table <box>724 1341 917 1485</box>
radio-slot: 21.30 Η Ελληνική και διεθνής επικαιρότης <box>30 668 260 681</box>
weather-row <box>1357 1031 1570 1043</box>
cinema-listing: ΟΝΤΕΟΝ — Τηλ. 71866 (2 έργα) VALENCIA (Σαρίτα Μοντιέλ) καί RANDOM HARVEST (Γκρήρ Γκάρσον, Ρόναλδ Κόλμαν). <box>30 290 263 350</box>
radio-slot: 20.00 Συντροφιά μέ τή μουσική <box>273 620 442 633</box>
stock-row <box>724 1449 917 1461</box>
radio-cairo-schedule <box>30 459 506 542</box>
temp-max: 24 <box>1525 1030 1538 1043</box>
weather-heading: ΚΥΜΑ ΨΥΧΟΥΣ ΕΙΣ ΤΗΝ ΠΟΛΙΝ ΜΑΣ <box>1366 878 1561 909</box>
stock-close: 95 <box>902 1461 915 1474</box>
radio-slot: 20.55 Τά τραγούδια τού Χάθερ-ινού <box>273 636 464 649</box>
ismailia-heading: ΚΟΙΝΩΝΙΚΑ ΙΣΜΑΗΛΙΑΣ <box>558 1583 673 1629</box>
editorial-heading: ΤΗΣ ΗΜΕΡΑΣ <box>752 66 1092 112</box>
column-rule <box>514 66 515 2216</box>
water-text: Απεφασίσθη ή μείωσις τής τιμής τού ύδατος είς τήν πόλιν μας. Τό νέον τιμολόγιον έχει ώς εξής: Έκ 11 έως 12 λίρες, 10 χιλιοστά τό κυβικόν μέτρον. Έκ 12 έως 30 λίρες, Γ. 22 διά τό νέον. Έκ 30 λίρες καί άνω, Γ. 45 διά τό νέον. <box>1134 789 1347 892</box>
novel-paragraph: Ήθελε να χαμογελάσει κι αυτή να απαντήσει ότι ο καιρός είναι ωραίος. Δέν άξιζε να μιλήσει. Ο Κλάιδ εβγήκε σιωπηλός στο δρόμο και περπάτησε πολλή ώρα. Η Κάθλην στεκόταν στο παράθυρο και τον κοίταζε, ώσπου χάθηκε στη γωνιά του δρόμου. <box>30 1072 263 1204</box>
radio-slot: 23.00 Μουσική καί τραγούδια <box>273 509 435 522</box>
editorial-paragraph: Δέν έκφράζουμεν την στιγμήν αύτήν τά φιλανθρωπικά αισθήματα τρίτων. Δέν έκτείνομεν χείρα έπαιτείας. Δ' απαιτούμεν τήν ικανοποίησιν καί δικαίωσιν δίκαιων άναγκών. Κινούμεθα έντός τού πλαισίου των νόμων καί τών συμφωνιών, καί ή δικαίωσις αύτή θά έλθη. <box>724 464 1120 537</box>
weather-sub: Αί χθεσιναί θερμοκρασίαι <box>1394 954 1533 967</box>
stock-close: 96.90 <box>886 1359 915 1372</box>
news-item-heading: ΝΕΟΝ ΠΛΟΙΟΝ <box>1420 1264 1507 1279</box>
small-ads-heading: ΜΙΚΡΑΙ ΑΓΓΕΛΙΑΙ <box>557 1744 675 1798</box>
stock-prev: 95 <box>851 1461 865 1474</box>
stock-col-header: Χθεσινόν <box>868 1341 915 1354</box>
charity-section <box>1134 1584 1570 1893</box>
editorial-paragraph: Αύτά. Ήμείς τό καθήκον μας, τό έπιτελέσαμεν καί καθήκον μας θεωρούμεν νά τό έπιτελέσωμεν, ώς δημοσιογράφοι και ώς Έλληνες. Δέν θά παύσωμεν νά έπαναλαμβάνωμεν δτι είμεθα βέβαιοι διά τό δίκαιον τού άγώνος μας, καί δτι θά δικαιωθή. <box>724 923 1120 982</box>
stock-row <box>724 1401 917 1413</box>
india-text: Ό στρατάρχης Άμπέλ Χακίμ Άμερ, άντιπρόεδρος τής Δημοκρατίας καί άρχηγός τών ένόπλων δυνάμεων, συνεχίζει τήν έπίσημη περιοδεία του είς τήν Ίνδίαν. Χθές επεσκέφθη τήν Νέαν Δελχήν, όπου είχε συνομιλίας μέ τόν κ. Νεχρού. <box>1134 381 1347 485</box>
column-rule <box>1126 66 1127 2216</box>
stock-row <box>724 1473 917 1485</box>
radio-slot: 15.15 Ελληνικόν πρόγραμμα <box>30 493 184 506</box>
stock-row <box>724 1413 917 1425</box>
news-item-text: Συνέρχεται είς Κάιρον ή Ταχυδρομική Αραβική Ένωσις. Είς αύτήν μετέχουν ή ΗΑΔ, ή Γάνα, τό Μαλί, τό Μαρόκον, ή Γουινέα. <box>1357 1203 1570 1262</box>
india-text: Έπίσης έπεσκέφθη την Ναυτική Σχολήν καί άλλας έγκαταστάσεις. Κατά τήν συνάντησίν του μέ τούς στρατιωτικούς, ο στρατάρχης έτόνισε τούς δεσμούς φιλίας μεταξύ τών δύο χωρών. <box>1357 381 1570 470</box>
weather-row <box>1357 971 1570 983</box>
stock-close: 44 <box>902 1437 915 1450</box>
stock-name: Εθ. Δάνειον 3 1/2% <box>726 1353 796 1378</box>
novel-paragraph: Ό Τζών Μάρτιν ήταν κάπου έξω. Ό Κλάιδ χτύπησε τό κουδούνι καί περίμενε. Κανείς δέν άπάντησε. — Μπορεί νά είναι στήν πόλη, είπε στόν έαυτό του. Ξαναχτύπησε. Κάποια πόρτα άνοιξε στό βάθος τοϋ διαδρόμου. <box>30 1326 263 1441</box>
novel-continued: (Άκολουθεί) <box>419 1378 506 1394</box>
stock-close: 95 <box>902 1449 915 1462</box>
charity-heading: ΦΙΛΑΝΘΡΩΠΙΚΑΙ ΠΡΟΣΦΟΡΑΙ <box>1189 1560 1515 1584</box>
temp-max: 19 <box>1525 982 1538 995</box>
divider <box>522 1358 710 1359</box>
simeon-text: ΡΩΜΗ, 29. — Ό γάμος τού τέως Βασιλέως τής Βουλγαρίας Συμεών μετά τής Ισπανίδος Μαργαρίτας Γκομέθ-Ακέβεδο, θεωρείται πολύ πιθανόν ότι θά προκαλέσει τον άφορισμό τής άπό τήν Καθολικήν Έκκλησίαν. Ο γάμος θά γίνει τήν προσεχή Τρίτη είς τήν Λωζάννην. <box>1134 105 1347 223</box>
column-2 <box>522 66 710 2218</box>
stock-name: Σουάνα Ζιπλεξ <box>726 1461 802 1474</box>
divider <box>1134 1097 1570 1100</box>
news-item-text: Άπεφασίσθη ή ίδρυσις Ιατρικών Σχολών είς τάς πόλεις Ασσιούτ καί Τάντα. Διά τήν λειτουργίαν αύτών θά διατεθή ειδικόν ποσόν. <box>1134 1390 1347 1449</box>
